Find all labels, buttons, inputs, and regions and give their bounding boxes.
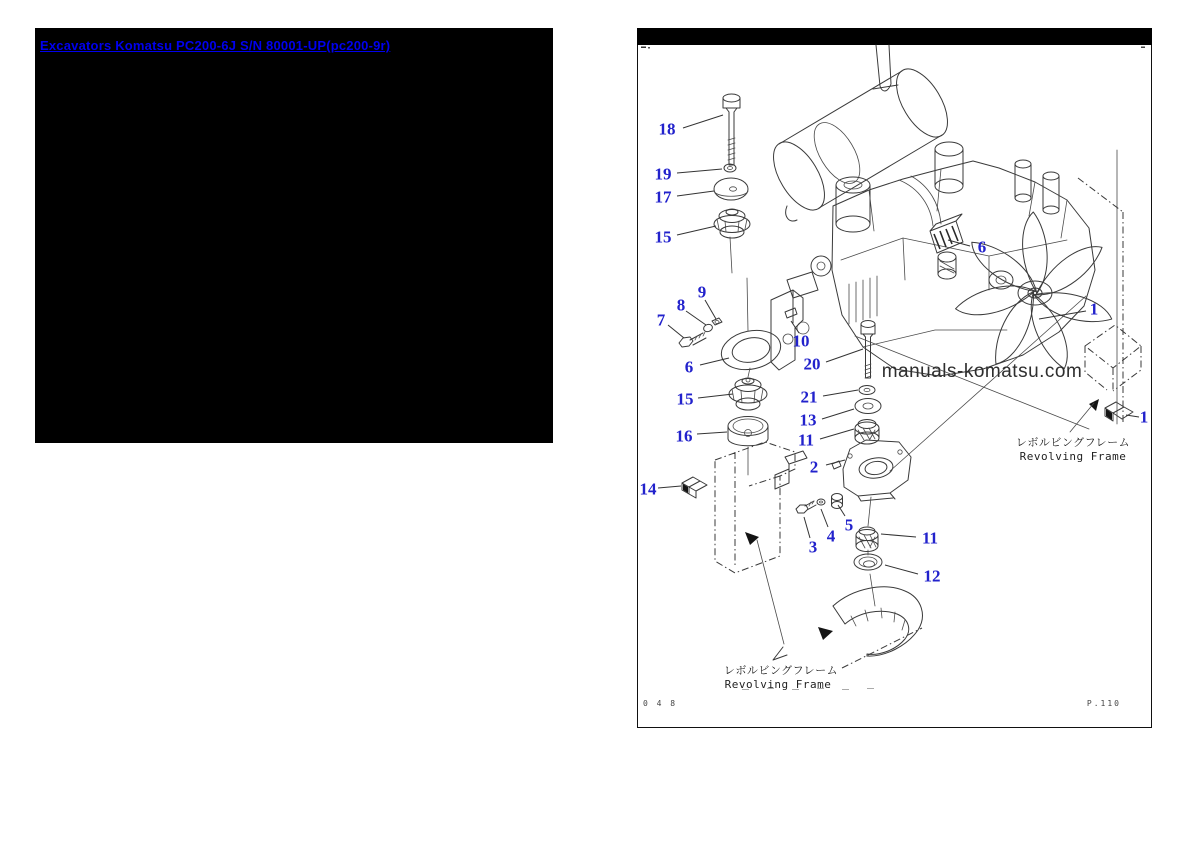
manual-title-link[interactable]: Excavators Komatsu PC200-6J S/N 80001-UP(pc200-9r) bbox=[40, 38, 391, 53]
watermark-text: manuals-komatsu.com bbox=[881, 361, 1083, 382]
callout-13: 13 bbox=[799, 410, 817, 430]
callout-21: 21 bbox=[800, 387, 818, 407]
callout-9: 9 bbox=[697, 282, 707, 302]
callout-7: 7 bbox=[656, 310, 666, 330]
frame-label-bottom bbox=[724, 664, 838, 691]
frame-label-right-en: Revolving Frame bbox=[1019, 450, 1127, 463]
callout-1: 1 bbox=[1139, 407, 1149, 427]
callout-20: 20 bbox=[803, 354, 821, 374]
diagram-header-bar bbox=[637, 28, 1152, 45]
callout-2: 2 bbox=[809, 457, 819, 477]
callout-3: 3 bbox=[808, 537, 818, 557]
callout-10: 10 bbox=[792, 331, 810, 351]
callout-6: 6 bbox=[684, 357, 694, 377]
frame-label-right-jp: レボルビングフレーム bbox=[1015, 436, 1131, 449]
manual-link-panel bbox=[35, 28, 553, 443]
callout-17: 17 bbox=[654, 187, 672, 207]
callout-15: 15 bbox=[654, 227, 672, 247]
callout-12: 12 bbox=[923, 566, 941, 586]
callout-18: 18 bbox=[658, 119, 676, 139]
callout-16: 16 bbox=[675, 426, 693, 446]
frame-label-bottom-jp: レボルビングフレーム bbox=[723, 664, 839, 677]
callout-11: 11 bbox=[797, 430, 815, 450]
callout-1: 1 bbox=[1089, 299, 1099, 319]
frame-label-bottom-en: Revolving Frame bbox=[724, 678, 832, 691]
frame-label-right bbox=[1016, 436, 1130, 463]
callout-14: 14 bbox=[639, 479, 657, 499]
callout-19: 19 bbox=[654, 164, 672, 184]
footer-right-number: P.110 bbox=[1086, 699, 1121, 708]
parts-diagram-page bbox=[637, 28, 1152, 728]
callout-4: 4 bbox=[826, 526, 836, 546]
callout-5: 5 bbox=[844, 515, 854, 535]
footer-left-number: 0 4 8 bbox=[643, 699, 678, 708]
callout-11: 11 bbox=[921, 528, 939, 548]
callout-15: 15 bbox=[676, 389, 694, 409]
parts-diagram-svg bbox=[637, 28, 1152, 728]
callout-6: 6 bbox=[977, 237, 987, 257]
callout-8: 8 bbox=[676, 295, 686, 315]
